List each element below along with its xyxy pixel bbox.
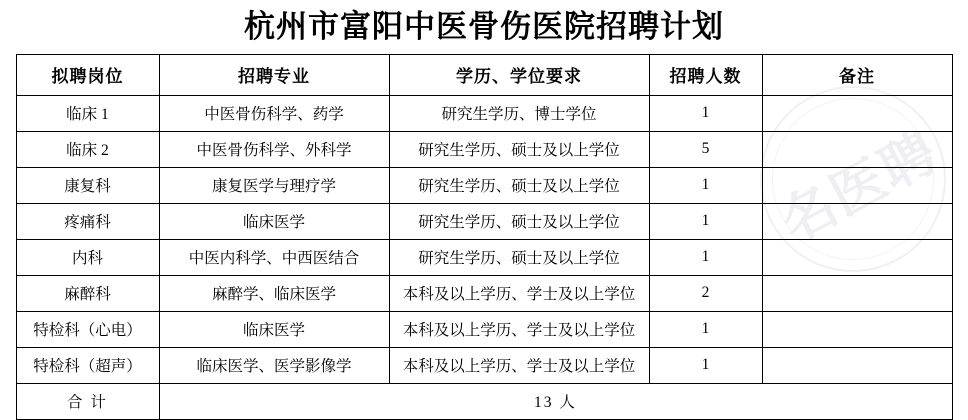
cell-post: 特检科（超声） xyxy=(16,347,159,383)
column-header-education: 学历、学位要求 xyxy=(389,54,649,95)
table-row xyxy=(16,203,952,239)
cell-major: 康复医学与理疗学 xyxy=(159,167,389,203)
cell-education: 本科及以上学历、学士及以上学位 xyxy=(389,311,649,347)
cell-count: 1 xyxy=(649,167,762,203)
table-body xyxy=(16,95,952,419)
cell-remark xyxy=(762,95,952,131)
cell-count: 5 xyxy=(649,131,762,167)
column-header-major: 招聘专业 xyxy=(159,54,389,95)
cell-post: 特检科（心电） xyxy=(16,311,159,347)
cell-major: 中医骨伤科学、外科学 xyxy=(159,131,389,167)
cell-major: 临床医学 xyxy=(159,203,389,239)
cell-count: 1 xyxy=(649,95,762,131)
page-title: 杭州市富阳中医骨伤医院招聘计划 xyxy=(244,9,724,44)
cell-remark xyxy=(762,239,952,275)
watermark-text: 名医聘 xyxy=(770,121,948,253)
cell-count: 2 xyxy=(649,275,762,311)
cell-education: 本科及以上学历、学士及以上学位 xyxy=(389,275,649,311)
cell-count: 1 xyxy=(649,203,762,239)
cell-post: 内科 xyxy=(16,239,159,275)
cell-remark xyxy=(762,347,952,383)
cell-education: 研究生学历、硕士及以上学位 xyxy=(389,131,649,167)
cell-major: 中医内科学、中西医结合 xyxy=(159,239,389,275)
table-row xyxy=(16,275,952,311)
table-header xyxy=(16,54,952,95)
cell-post: 麻醉科 xyxy=(16,275,159,311)
cell-remark xyxy=(762,203,952,239)
cell-education: 研究生学历、硕士及以上学位 xyxy=(389,203,649,239)
cell-remark xyxy=(762,131,952,167)
cell-post: 疼痛科 xyxy=(16,203,159,239)
column-header-post: 拟聘岗位 xyxy=(16,54,159,95)
cell-education: 研究生学历、硕士及以上学位 xyxy=(389,239,649,275)
cell-count: 1 xyxy=(649,239,762,275)
column-header-count: 招聘人数 xyxy=(649,54,762,95)
table-row xyxy=(16,131,952,167)
cell-post: 临床 1 xyxy=(16,95,159,131)
cell-education: 本科及以上学历、学士及以上学位 xyxy=(389,347,649,383)
table-row xyxy=(16,347,952,383)
cell-count: 1 xyxy=(649,347,762,383)
recruitment-plan-table xyxy=(16,54,953,420)
total-value: 13 人 xyxy=(159,383,952,419)
table-total-row xyxy=(16,383,952,419)
table-header-row xyxy=(16,54,952,95)
cell-post: 临床 2 xyxy=(16,131,159,167)
cell-remark xyxy=(762,275,952,311)
table-row xyxy=(16,167,952,203)
total-label: 合 计 xyxy=(16,383,159,419)
cell-education: 研究生学历、硕士及以上学位 xyxy=(389,167,649,203)
table-row xyxy=(16,95,952,131)
cell-post: 康复科 xyxy=(16,167,159,203)
cell-major: 临床医学 xyxy=(159,311,389,347)
cell-count: 1 xyxy=(649,311,762,347)
cell-major: 临床医学、医学影像学 xyxy=(159,347,389,383)
column-header-remark: 备注 xyxy=(762,54,952,95)
table-row xyxy=(16,239,952,275)
cell-major: 中医骨伤科学、药学 xyxy=(159,95,389,131)
table-row xyxy=(16,311,952,347)
cell-remark xyxy=(762,167,952,203)
cell-remark xyxy=(762,311,952,347)
cell-education: 研究生学历、博士学位 xyxy=(389,95,649,131)
cell-major: 麻醉学、临床医学 xyxy=(159,275,389,311)
